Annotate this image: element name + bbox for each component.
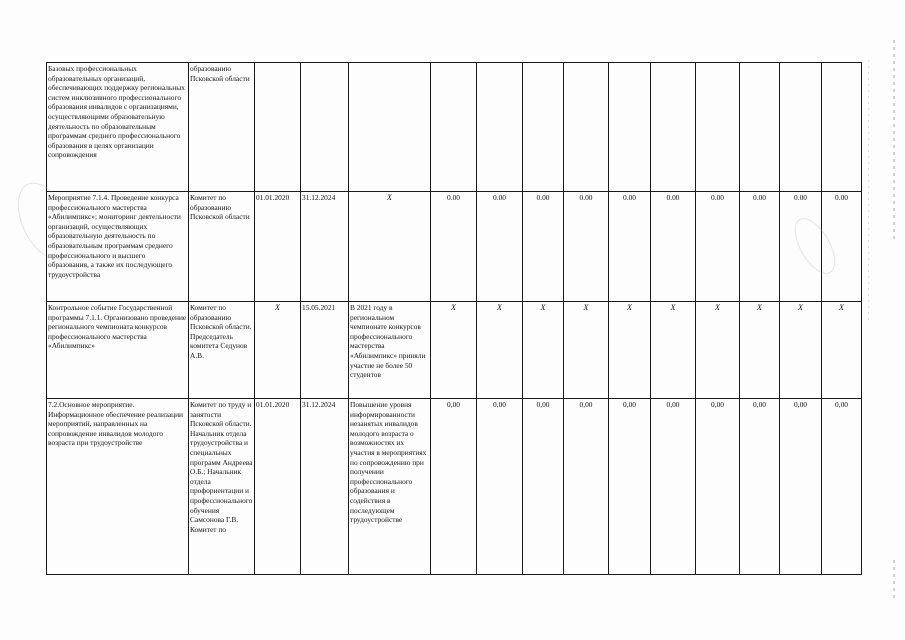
end-date-cell — [301, 63, 349, 192]
activity-name-cell: 7.2.Основное мероприятие. Информационное обеспечение реализации мероприятий, направленных на сопровождение инвалидов молодого возраста при трудоустройстве — [47, 399, 189, 575]
value-cell — [431, 63, 477, 192]
start-date-cell — [255, 63, 301, 192]
value-cell — [609, 63, 651, 192]
value-cell: 0.00 — [651, 192, 696, 302]
value-cell: 0,00 — [651, 399, 696, 575]
value-cell — [696, 63, 740, 192]
table-row — [47, 399, 862, 575]
value-cell: 0,00 — [780, 399, 822, 575]
value-cell — [822, 63, 862, 192]
value-cell: 0,00 — [740, 399, 780, 575]
value-cell: 0,00 — [431, 399, 477, 575]
value-cell: 0.00 — [780, 192, 822, 302]
executor-cell: образованию Псковской области — [189, 63, 255, 192]
table-row — [47, 192, 862, 302]
value-cell: 0.00 — [696, 192, 740, 302]
program-table — [46, 62, 862, 575]
value-cell: 0,00 — [523, 399, 564, 575]
margin-mark — [893, 560, 895, 600]
end-date-cell: 31.12.2024 — [301, 399, 349, 575]
value-cell: X — [564, 302, 609, 399]
activity-name-cell: Базовых профессиональных образовательных организаций, обеспечивающих поддержку региональных систем инклюзивного профессионального образования инвалидов с организациями, осуществляющими образовательную деятельность по образовательным программам среднего профессионального образования в целях организации сопровождения — [47, 63, 189, 192]
executor-cell: Комитет по труду и занятости Псковской области. Начальник отдела трудоустройства и специальных программ Андреева О.Б.; Начальник отдела профориентации и профессионального обучения Самсонова Г.В. Комитет по — [189, 399, 255, 575]
start-date-cell: X — [255, 302, 301, 399]
value-cell: 0.00 — [564, 192, 609, 302]
value-cell: X — [696, 302, 740, 399]
value-cell: X — [523, 302, 564, 399]
value-cell: X — [431, 302, 477, 399]
value-cell — [523, 63, 564, 192]
margin-mark — [893, 40, 895, 240]
value-cell: 0,00 — [696, 399, 740, 575]
start-date-cell: 01.01.2020 — [255, 399, 301, 575]
value-cell: X — [651, 302, 696, 399]
value-cell: 0.00 — [477, 192, 523, 302]
value-cell: 0,00 — [477, 399, 523, 575]
table-row — [47, 302, 862, 399]
margin-mark — [868, 60, 869, 320]
value-cell: 0.00 — [822, 192, 862, 302]
value-cell: X — [822, 302, 862, 399]
value-cell: 0.00 — [431, 192, 477, 302]
table-row — [47, 63, 862, 192]
activity-name-cell: Контрольное событие Государственной программы 7.1.1. Организовано проведение регионального чемпионата конкурсов профессионального мастерства «Абилимпикс» — [47, 302, 189, 399]
result-cell: Повышение уровня информированности незанятых инвалидов молодого возраста о возможностях их участия в мероприятиях по сопровождению при получении профессионального образования и содействия в последующем трудоустройстве — [349, 399, 431, 575]
value-cell — [564, 63, 609, 192]
value-cell: 0,00 — [822, 399, 862, 575]
value-cell: 0,00 — [609, 399, 651, 575]
result-cell — [349, 63, 431, 192]
activity-name-cell: Мероприятие 7.1.4. Проведение конкурса профессионального мастерства «Абилимпикс»; мониторинг деятельности организаций, осуществляющих образовательную деятельность по образовательным программам среднего профессионального и высшего образования, а также их последующего трудоустройства — [47, 192, 189, 302]
start-date-cell: 01.01.2020 — [255, 192, 301, 302]
executor-cell: Комитет по образованию Псковской области — [189, 192, 255, 302]
value-cell: X — [477, 302, 523, 399]
executor-cell: Комитет по образованию Псковской области. Председатель комитета Седунов А.В. — [189, 302, 255, 399]
value-cell: X — [609, 302, 651, 399]
value-cell: 0.00 — [523, 192, 564, 302]
value-cell: X — [780, 302, 822, 399]
value-cell: 0.00 — [740, 192, 780, 302]
value-cell — [740, 63, 780, 192]
value-cell: X — [740, 302, 780, 399]
end-date-cell: 31.12.2024 — [301, 192, 349, 302]
value-cell — [477, 63, 523, 192]
value-cell — [651, 63, 696, 192]
end-date-cell: 15.05.2021 — [301, 302, 349, 399]
result-cell: В 2021 году в региональном чемпионате конкурсов профессионального мастерства «Абилимпикс» приняли участие не более 50 студентов — [349, 302, 431, 399]
value-cell — [780, 63, 822, 192]
value-cell: 0.00 — [609, 192, 651, 302]
value-cell: 0,00 — [564, 399, 609, 575]
result-cell: X — [349, 192, 431, 302]
